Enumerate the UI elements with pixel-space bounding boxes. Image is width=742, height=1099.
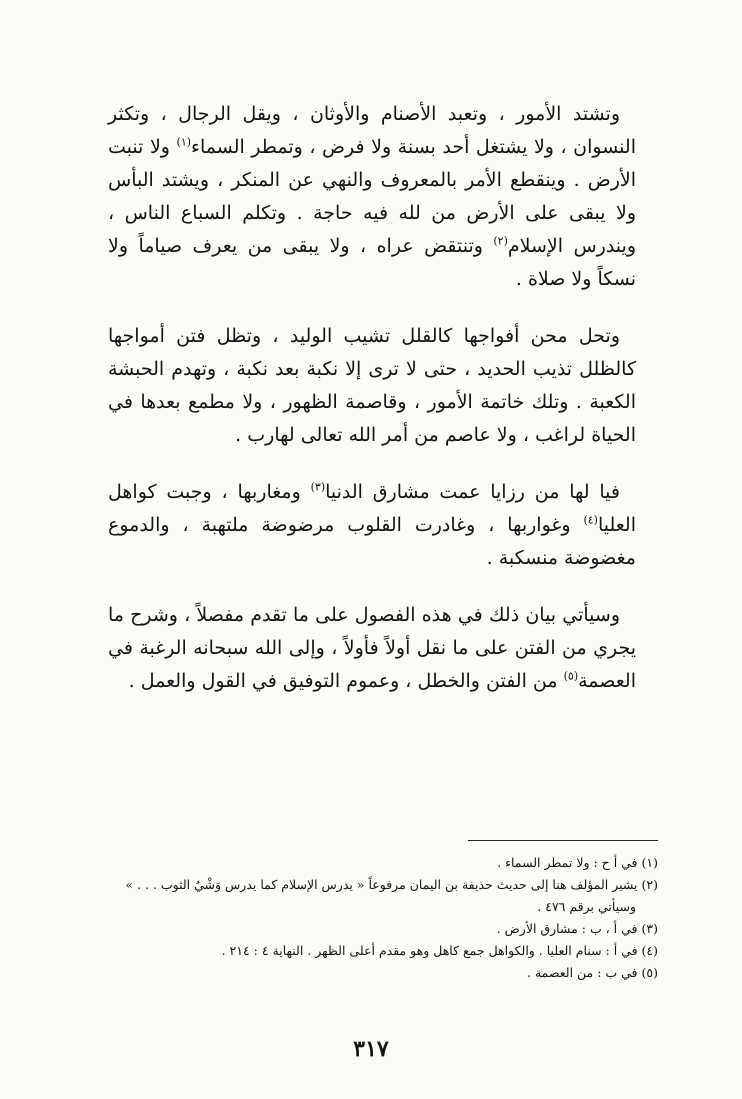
footnote-ref: (٤) bbox=[583, 513, 598, 527]
text-run: وسيأتي بيان ذلك في هذه الفصول على ما تقدم مفصلاً ، وشرح ما يجري من الفتن على ما نقل أولاً فأولاً ، وإلى الله سبحانه الرغبة في العصمة bbox=[108, 604, 636, 692]
text-run: من الفتن والخطل ، وعموم التوفيق في القول والعمل . bbox=[128, 670, 564, 692]
paragraph bbox=[108, 98, 636, 296]
footnote: (٥) في ب : من العصمة . bbox=[527, 965, 658, 980]
text-run: ولا تنبت الأرض . وينقطع الأمر بالمعروف والنهي عن المنكر ، ويشتد البأس ولا يبقى على الأرض من لله فيه حاجة . وتكلم السباع الناس ، ويندرس الإسلام bbox=[108, 136, 637, 257]
main-text bbox=[108, 98, 636, 722]
text-run: وتنتقض عراه ، ولا يبقى من يعرف صياماً ولا نسكاً ولا صلاة . bbox=[108, 235, 636, 290]
footnote-ref: (٣) bbox=[310, 480, 326, 494]
text-run: فيا لها من رزايا عمت مشارق الدنيا bbox=[325, 481, 620, 503]
footnote-separator bbox=[468, 840, 658, 841]
text-run: وغواربها ، وغادرت القلوب مرضوضة ملتهبة ، والدموع مغضوضة منسكبة . bbox=[108, 514, 636, 569]
paragraph bbox=[108, 320, 636, 452]
footnotes bbox=[100, 852, 658, 984]
footnote-ref: (٥) bbox=[563, 669, 579, 683]
footnote: (١) في أ ح : ولا تمطر السماء . bbox=[497, 855, 658, 870]
text-run: وتشتد الأمور ، وتعبد الأصنام والأوثان ، ويقل الرجال ، وتكثر النسوان ، ولا يشتغل أحد بسنة ولا فرض ، وتمطر السماء bbox=[108, 103, 636, 158]
footnote-ref: (٢) bbox=[493, 234, 508, 248]
page-number: ٣١٧ bbox=[353, 1036, 389, 1062]
footnote: (٢) يشير المؤلف هنا إلى حديث حذيفة بن اليمان مرفوعاً « يدرس الإسلام كما يدرس وَشْيُ الثوب . . . » bbox=[125, 877, 658, 892]
text-run: وتحل محن أفواجها كالقلل تشيب الوليد ، وتظل فتن أمواجها كالظلل تذيب الحديد ، حتى لا ترى إلا نكبة بعد نكبة ، وتهدم الحبشة الكعبة . وتلك خاتمة الأمور ، وقاصمة الظهور ، ولا مطمع بعدها في الحياة لراغب ، ولا عاصم من أمر الله تعالى لهارب . bbox=[108, 325, 636, 446]
paragraph bbox=[108, 599, 636, 698]
paragraph bbox=[108, 476, 636, 575]
text-run: ومغاربها ، وجبت كواهل العليا bbox=[108, 481, 636, 536]
footnote: (٤) في أ : سنام العليا . والكواهل جمع كاهل وهو مقدم أعلى الظهر . النهاية ٤ : ٢١٤ . bbox=[221, 943, 658, 958]
footnote: (٣) في أ ، ب : مشارق الأرض . bbox=[496, 921, 658, 936]
footnote-ref: (١) bbox=[176, 135, 192, 149]
footnote-continuation: وسيأتي برقم ٤٧٦ . bbox=[537, 899, 636, 914]
